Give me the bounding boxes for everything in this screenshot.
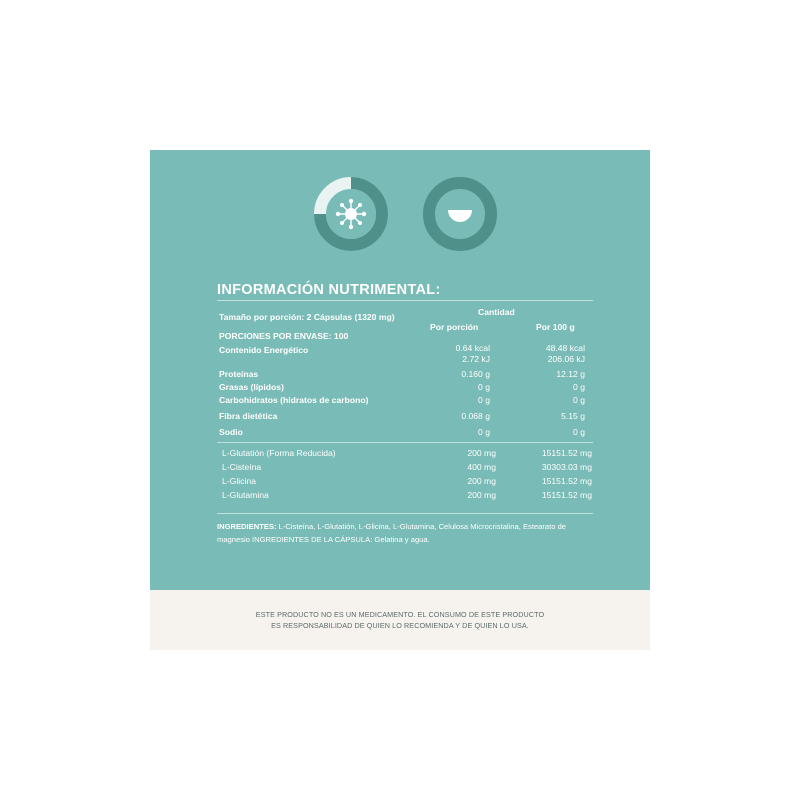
nutrient-per-100g: 0 g [573,382,585,392]
ingredient-per-serving: 400 mg [467,462,496,472]
nutrient-per-serving: 0 g [478,395,490,405]
nutrient-per-serving: 0 g [478,382,490,392]
disclaimer-line-2: ES RESPONSABILIDAD DE QUIEN LO RECOMIENDA Y DE QUIEN LO USA. [271,621,529,630]
servings-per-container: PORCIONES POR ENVASE: 100 [219,331,349,341]
nutrient-per-serving: 0.068 g [461,411,490,421]
ingredients-list: L-Cisteína, L-Glutatión, L-Glicina, L-Glutamina, Celulosa Microcristalina, Estearato de magnesio INGREDIENTES DE LA CÁPSULA: Gelatina y agua. [217,522,567,544]
per-serving-header: Por porción [430,322,479,332]
title-divider [217,300,593,301]
ingredient-per-100g: 15151.52 mg [541,490,592,500]
energy-per-serving-kj: 2.72 kJ [462,354,490,364]
ingredient-per-serving: 200 mg [467,490,496,500]
disclaimer-line-1: ESTE PRODUCTO NO ES UN MEDICAMENTO. EL CONSUMO DE ESTE PRODUCTO [255,610,545,619]
ingredients-label: INGREDIENTES: [217,522,277,531]
nutrient-label: Fibra dietética [219,411,278,421]
ingredient-label: L-Cisteína [222,462,262,472]
ingredients-text [217,520,593,546]
nutrient-label: Grasas (lípidos) [219,382,284,392]
ingredient-per-serving: 200 mg [467,448,496,458]
ingredient-per-100g: 15151.52 mg [541,476,592,486]
ingredient-label: L-Glicina [222,476,256,486]
energy-per-100g-kcal: 48.48 kcal [545,343,585,353]
nutrient-label: Proteínas [219,369,259,379]
nutrient-per-100g: 0 g [573,427,585,437]
energy-per-100g-kj: 206.06 kJ [547,354,585,364]
table-divider [217,442,593,443]
nutrient-label: Sodio [219,427,243,437]
nutrient-per-100g: 0 g [573,395,585,405]
ingredient-label: L-Glutatión (Forma Reducida) [222,448,336,458]
ingredient-label: L-Glutamina [222,490,269,500]
disclaimer [150,590,650,650]
nutrient-label: Carbohidratos (hidratos de carbono) [219,395,369,405]
serving-size: Tamaño por porción: 2 Cápsulas (1320 mg) [219,312,395,322]
smile-gauge-icon [421,175,499,253]
nutrient-per-100g: 12.12 g [556,369,585,379]
nutrient-per-serving: 0.160 g [461,369,490,379]
ingredients-divider [217,513,593,514]
energy-per-serving-kcal: 0.64 kcal [455,343,490,353]
immune-cell-gauge-icon [312,175,390,253]
nutrient-per-100g: 5.15 g [561,411,585,421]
ingredient-per-100g: 15151.52 mg [541,448,592,458]
per-100g-header: Por 100 g [536,322,575,332]
section-title: INFORMACIÓN NUTRIMENTAL: [217,282,441,298]
ingredient-per-serving: 200 mg [467,476,496,486]
ingredient-per-100g: 30303.03 mg [541,462,592,472]
quantity-header: Cantidad [478,307,515,317]
nutrient-per-serving: 0 g [478,427,490,437]
energy-label: Contenido Energético [219,345,309,355]
